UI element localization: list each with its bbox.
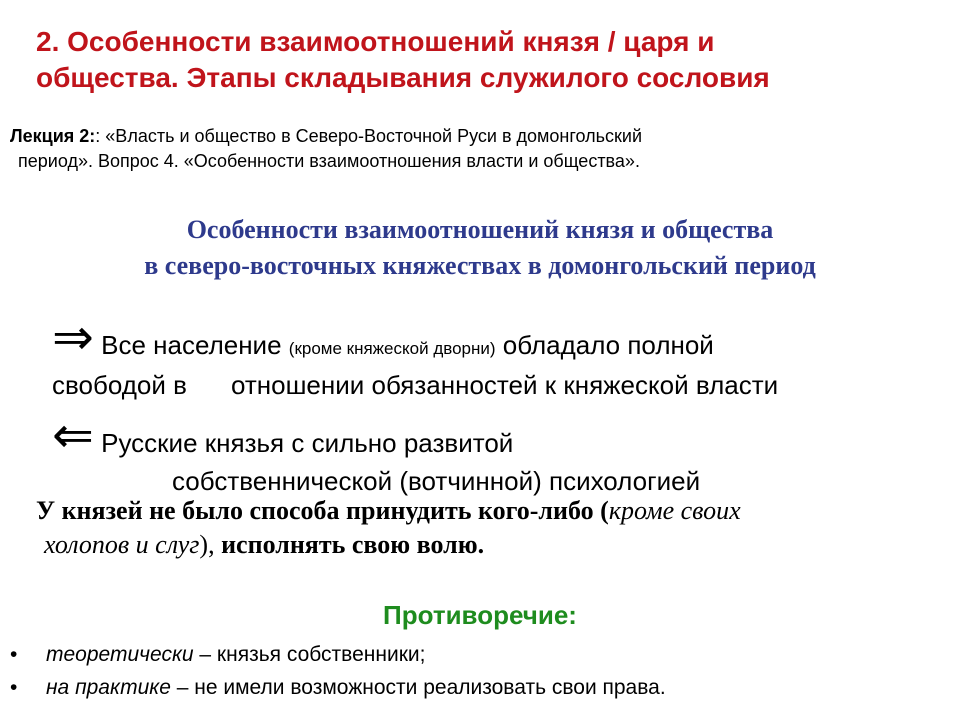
point1-line2-b: отношении обязанностей к княжеской власти [230,370,779,400]
slide-title-line2: общества. Этапы складывания служилого сословия [36,62,770,93]
point1-parenthetical: (кроме княжеской дворни) [288,339,496,358]
statement-italic-1: кроме своих [608,496,741,525]
point1-text-b: обладало полной [495,330,714,360]
right-double-arrow-icon: ⇒ [52,308,94,366]
subheading-line2: в северо-восточных княжествах в домонгольский период [144,251,816,280]
point1-text-a: Все население [93,330,289,360]
lecture-label: Лекция 2 [10,126,90,146]
section-subheading [0,212,960,284]
bullet-icon: • [10,643,18,666]
contradiction-list [10,638,910,704]
list-item [10,671,910,704]
slide-title [36,24,926,96]
princes-statement [36,494,936,562]
statement-normal: ), [199,530,222,559]
left-double-arrow-icon: ⇐ [52,406,94,464]
point-princes [52,406,952,500]
item-label: на практике [46,676,171,699]
item-text: – не имели возможности реализовать свои права. [170,676,666,699]
bullet-icon: • [10,676,18,699]
point-population [52,308,952,403]
contradiction-heading: Противоречие: [383,600,577,630]
statement-bold-1: У князей не было способа принудить кого-либо ( [36,496,609,525]
slide-title-line1: 2. Особенности взаимоотношений князя / царя и [36,26,715,57]
point1-line2-a: свободой в [52,370,187,400]
lecture-reference: Лекция 2:: «Власть и общество в Северо-Восточной Руси в домонгольский период». Вопрос 4. «Особенности взаимоотношения власти и общества». [10,124,910,174]
statement-bold-2: исполнять свою волю. [221,530,485,559]
list-item [10,638,910,671]
item-label: теоретически [46,643,194,666]
item-text: – князья собственники; [193,643,426,666]
point2-line2: собственнической (вотчинной) психологией [172,466,701,496]
lecture-text-line2: период». Вопрос 4. «Особенности взаимоотношения власти и общества». [18,151,640,171]
point2-line1: Русские князья с сильно развитой [93,428,514,458]
subheading-line1: Особенности взаимоотношений князя и общества [186,215,774,244]
statement-italic-2: холопов и слуг [44,530,200,559]
lecture-text-line1: : «Власть и общество в Северо-Восточной Руси в домонгольский [95,126,642,146]
